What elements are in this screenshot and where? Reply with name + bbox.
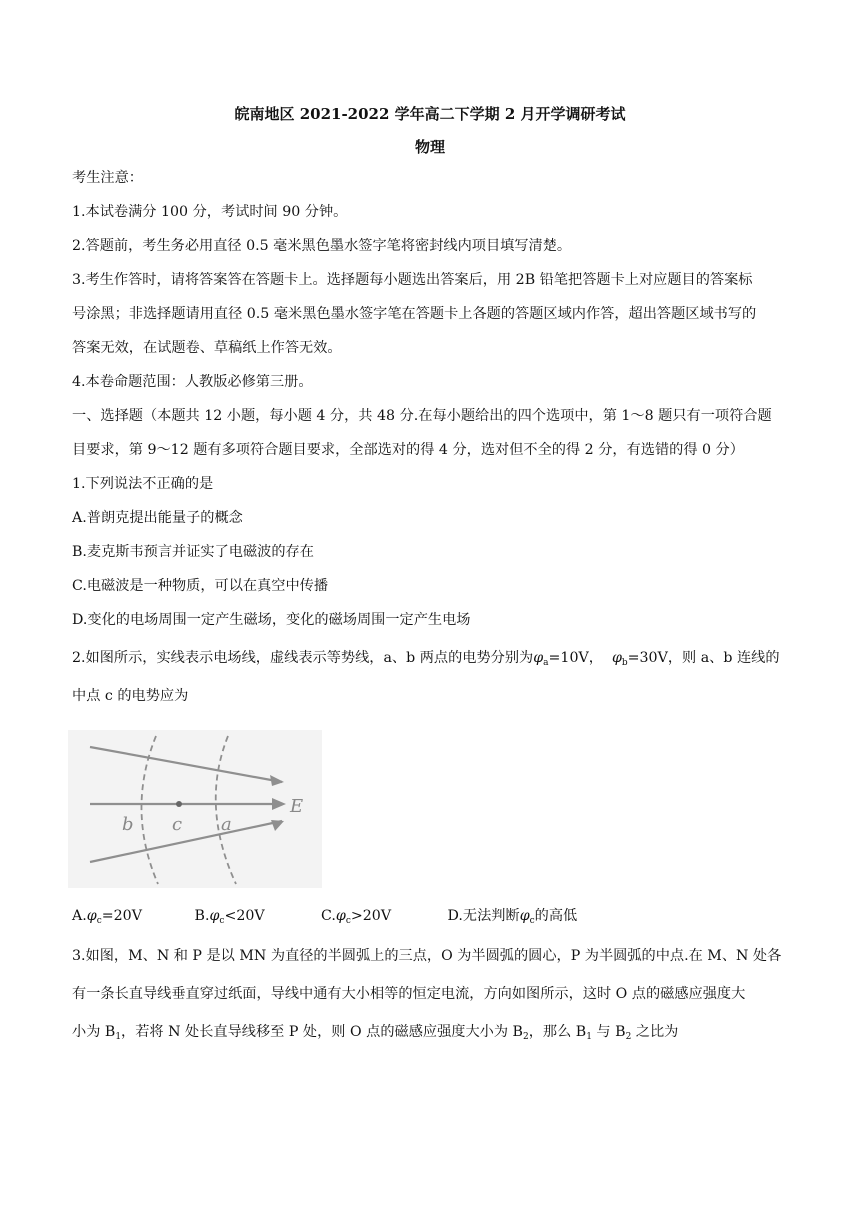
q2-option-d: D.无法判断$\varphi_c$的高低 (447, 908, 578, 926)
label-c: c (172, 814, 183, 835)
q2-option-b: $B.\varphi_c<20V$ (194, 908, 265, 926)
note-3-line-2: 号涂黑；非选择题请用直径 0.5 毫米黑色墨水签字笔在答题卡上各题的答题区域内作答，超出答题区域书写的 (72, 306, 757, 322)
note-4: 4.本卷命题范围：人教版必修第三册。 (72, 374, 313, 390)
section1-instructions-line-1: 一、选择题（本题共 12 小题，每小题 4 分，共 48 分.在每小题给出的四个选项中，第 1～8 题只有一项符合题 (72, 408, 772, 424)
subject-title: 物理 (414, 138, 445, 156)
note-2: 2.答题前，考生务必用直径 0.5 毫米黑色墨水签字笔将密封线内项目填写清楚。 (72, 238, 572, 254)
q2-option-a: $A.\varphi_c=20V$ (72, 908, 142, 926)
section1-instructions-line-2: 目要求，第 9～12 题有多项符合题目要求，全部选对的得 4 分，选对但不全的得 2 分，有选错的得 0 分） (72, 442, 744, 458)
label-E: E (290, 796, 304, 817)
notes-heading: 考生注意： (72, 170, 143, 186)
q2-stem-line-2: 中点 c 的电势应为 (72, 688, 189, 704)
q1-option-d: D.变化的电场周围一定产生磁场，变化的磁场周围一定产生电场 (72, 612, 471, 628)
q1-stem: 1.下列说法不正确的是 (72, 476, 214, 492)
q1-option-b: B.麦克斯韦预言并证实了电磁波的存在 (72, 544, 314, 560)
field-line-bottom (90, 821, 282, 862)
q1-option-c: C.电磁波是一种物质，可以在真空中传播 (72, 578, 329, 594)
q1-option-a: A.普朗克提出能量子的概念 (72, 510, 243, 526)
electric-field-figure (68, 730, 322, 888)
q3-line-2: 有一条长直导线垂直穿过纸面，导线中通有大小相等的恒定电流，方向如图所示，这时 O 点的磁感应强度大 (72, 986, 746, 1002)
q2-options (72, 905, 577, 926)
point-c (176, 801, 182, 807)
exam-title: 皖南地区 2021-2022 学年高二下学期 2 月开学调研考试 (234, 105, 626, 123)
equipotential-line-a (216, 736, 236, 884)
label-a: a (221, 814, 232, 835)
note-3-line-3: 答案无效，在试题卷、草稿纸上作答无效。 (72, 340, 342, 356)
note-3-line-1: 3.考生作答时，请将答案答在答题卡上。选择题每小题选出答案后，用 2B 铅笔把答题卡上对应题目的答案标 (72, 272, 753, 288)
q2-stem-line-1: 2.如图所示，实线表示电场线，虚线表示等势线，a、b 两点的电势分别为$\varphi_a=10V$， $\varphi_b=30V$，则 a、b 连线的 (72, 650, 780, 668)
q3-line-3: 小为 $B_1$，若将 N 处长直导线移至 P 处，则 O 点的磁感应强度大小为 $B_2$，那么 $B_1$ 与 $B_2$ 之比为 (72, 1024, 679, 1042)
label-b: b (122, 814, 134, 835)
q3-line-1: 3.如图，M、N 和 P 是以 MN 为直径的半圆弧上的三点，O 为半圆弧的圆心，P 为半圆弧的中点.在 M、N 处各 (72, 948, 782, 964)
q2-option-c: $C.\varphi_c>20V$ (321, 908, 392, 926)
field-line-top (90, 747, 282, 782)
note-1: 1.本试卷满分 100 分，考试时间 90 分钟。 (72, 204, 348, 220)
